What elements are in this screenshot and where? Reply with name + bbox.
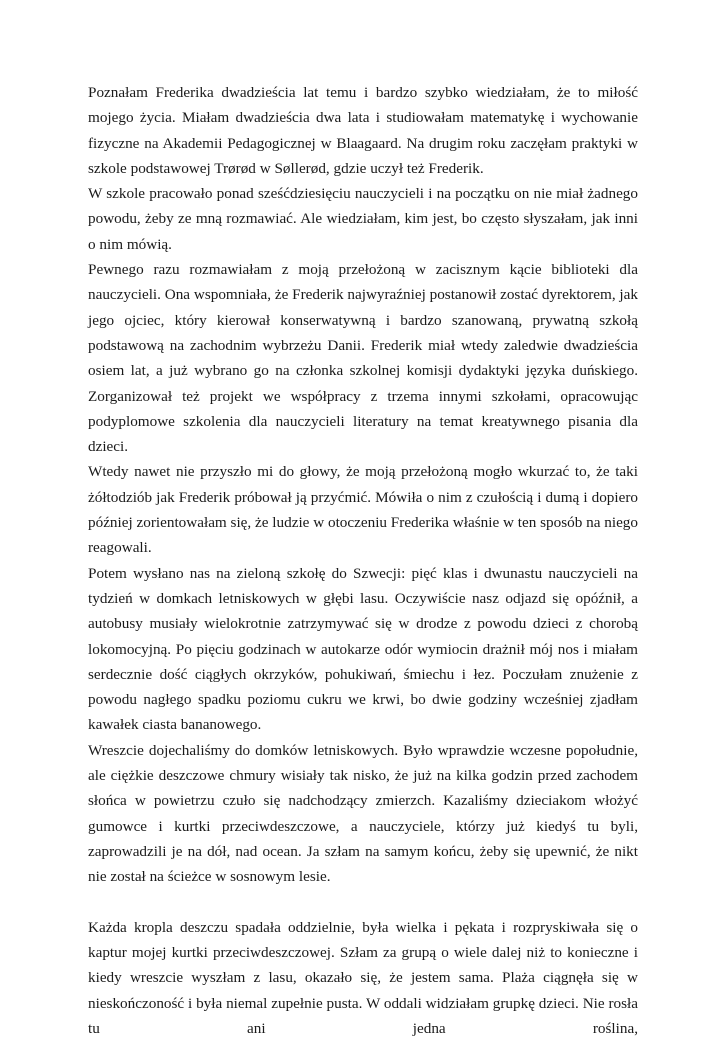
paragraph-5: Potem wysłano nas na zieloną szkołę do Szwecji: pięć klas i dwunastu nauczycieli na tydzień w domkach letniskowych w głębi lasu. Oczywiście nasz odjazd się opóźnił, a autobusy musiały wielokrotnie zatrzymywać się w drodze z powodu dzieci z chorobą lokomocyjną. Po pięciu godzinach w autokarze odór wymiocin drażnił mój nos i miałam serdecznie dość ciągłych okrzyków, pohukiwań, śmiechu i łez. Poczułam znużenie z powodu nagłego spadku poziomu cukru we krwi, bo dwie godziny wcześniej zjadłam kawałek ciasta bananowego. (88, 564, 638, 734)
paragraph-3: Pewnego razu rozmawiałam z moją przełożoną w zacisznym kącie biblioteki dla nauczycieli. Ona wspomniała, że Frederik najwyraźniej postanowił zostać dyrektorem, jak jego ojciec, który kierował konserwatywną i bardzo szanowaną, prywatną szkołą podstawową na zachodnim wybrzeżu Danii. Frederik miał wtedy zaledwie dwadzieścia osiem lat, a już wybrano go na członka szkolnej komisji dydaktyki języka duńskiego. Zorganizował też projekt we współpracy z trzema innymi szkołami, opracowując podyplomowe szkolenia dla nauczycieli literatury na temat kreatywnego pisania dla dzieci. (88, 261, 638, 456)
paragraph-6: Wreszcie dojechaliśmy do domków letniskowych. Było wprawdzie wczesne popołudnie, ale ciężkie deszczowe chmury wisiały tak nisko, że już na kilka godzin przed zachodem słońca w powietrzu czuło się nadchodzący zmierzch. Kazaliśmy dzieciakom włożyć gumowce i kurtki przeciwdeszczowe, a nauczyciele, którzy już kiedyś tu byli, zaprowadzili je na dół, nad ocean. Ja szłam na samym końcu, żeby się upewnić, że nikt nie został na ścieżce w sosnowym lesie. (88, 741, 638, 886)
paragraph-4: Wtedy nawet nie przyszło mi do głowy, że moją przełożoną mogło wkurzać to, że taki żółtodziób jak Frederik próbował ją przyćmić. Mówiła o nim z czułością i dumą i dopiero później zorientowałam się, że ludzie w otoczeniu Frederika właśnie w ten sposób na niego reagowali. (88, 463, 638, 557)
paragraph-2: W szkole pracowało ponad sześćdziesięciu nauczycieli i na początku on nie miał żadnego powodu, żeby ze mną rozmawiać. Ale wiedziałam, kim jest, bo często słyszałam, jak inni o nim mówią. (88, 185, 638, 253)
paragraph-1: Poznałam Frederika dwadzieścia lat temu i bardzo szybko wiedziałam, że to miłość mojego życia. Miałam dwadzieścia dwa lata i studiowałam matematykę i wychowanie fizyczne na Akademii Pedagogicznej w Blaagaard. Na drugim roku zaczęłam praktyki w szkole podstawowej Trørød w Søllerød, gdzie uczył też Frederik. (88, 84, 638, 177)
paragraph-spacer (88, 890, 638, 915)
paragraph-7: Każda kropla deszczu spadała oddzielnie, była wielka i pękata i rozpryskiwała się o kaptur mojej kurtki przeciwdeszczowej. Szłam za grupą o wiele dalej niż to konieczne i kiedy wreszcie wyszłam z lasu, okazało się, że jestem sama. Plaża ciągnęła się w nieskończoność i była niemal zupełnie pusta. W oddali widziałam grupkę dzieci. Nie rosła tu ani jedna roślina, (88, 918, 638, 1037)
document-page (88, 80, 638, 1041)
